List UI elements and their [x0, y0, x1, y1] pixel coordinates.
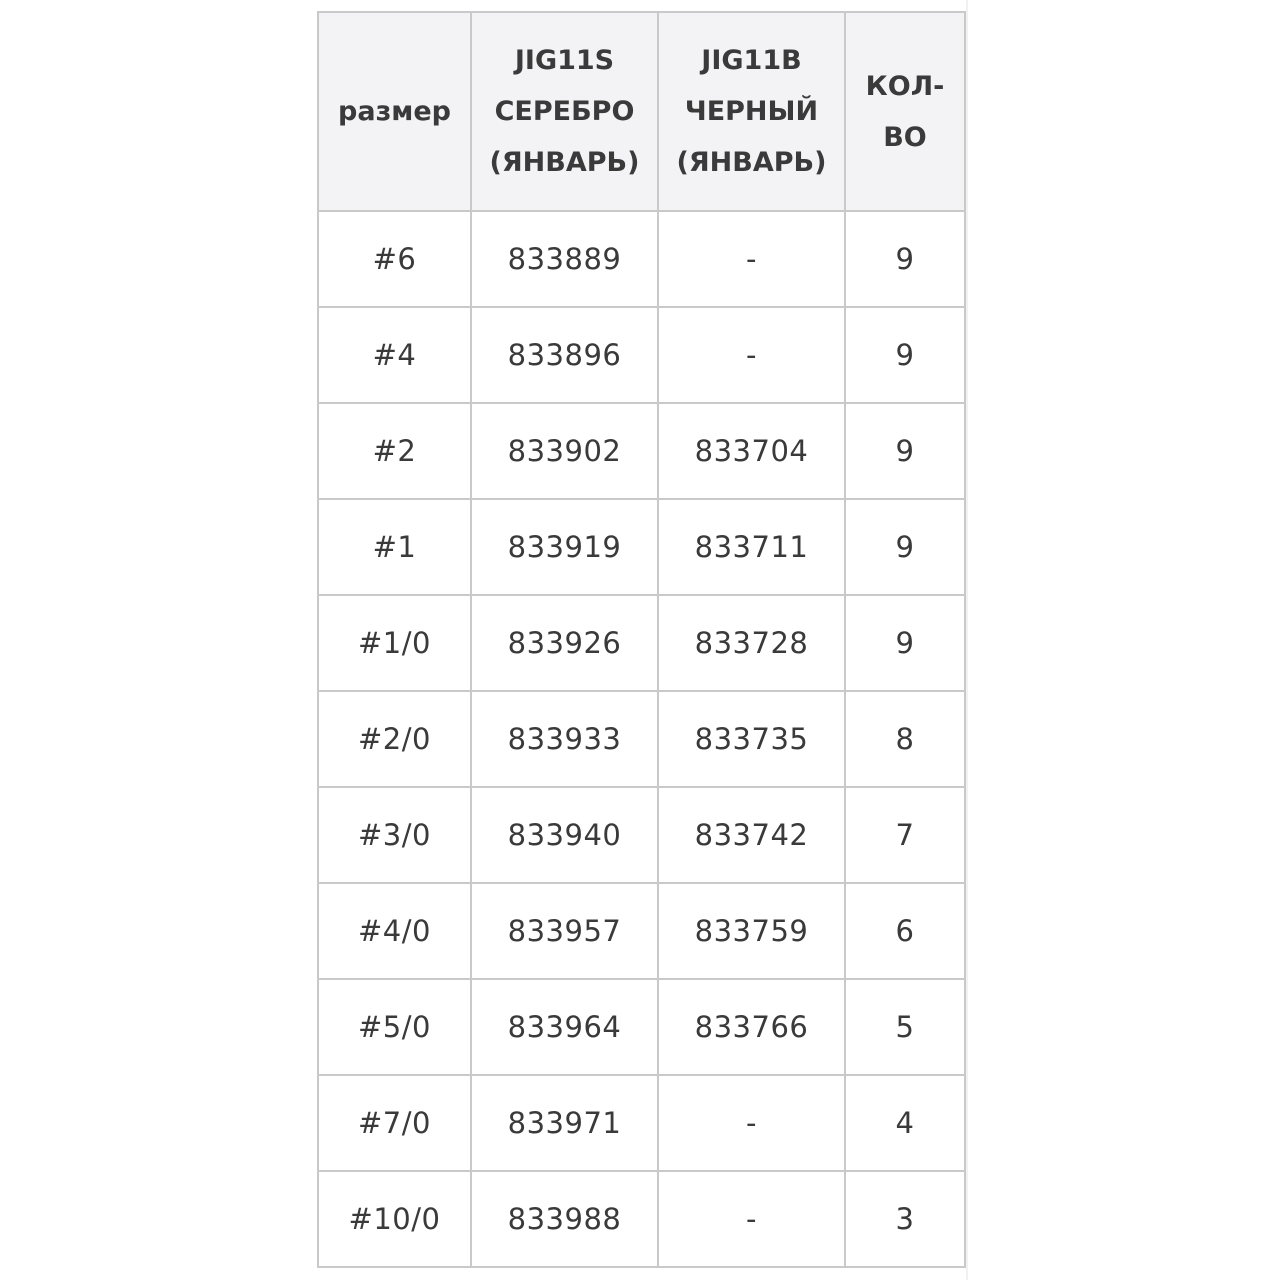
header-size — [318, 12, 471, 211]
jig11b-code-cell: - — [658, 1171, 845, 1267]
header-line: (ЯНВАРЬ) — [676, 147, 827, 178]
table-row — [318, 211, 965, 307]
table-row — [318, 787, 965, 883]
header-line: СЕРЕБРО — [494, 96, 635, 127]
quantity-cell: 3 — [845, 1171, 965, 1267]
size-cell: #3/0 — [318, 787, 471, 883]
size-cell: #2 — [318, 403, 471, 499]
jig11b-code-cell: - — [658, 1075, 845, 1171]
jig11s-code-cell: 833957 — [471, 883, 658, 979]
jig11b-code-cell: 833742 — [658, 787, 845, 883]
table-row — [318, 307, 965, 403]
header-line: (ЯНВАРЬ) — [489, 147, 640, 178]
quantity-cell: 7 — [845, 787, 965, 883]
table-row — [318, 595, 965, 691]
table-row — [318, 883, 965, 979]
size-cell: #4 — [318, 307, 471, 403]
quantity-cell: 9 — [845, 403, 965, 499]
size-cell: #4/0 — [318, 883, 471, 979]
quantity-cell: 9 — [845, 211, 965, 307]
right-divider — [966, 0, 968, 1280]
jig11s-code-cell: 833926 — [471, 595, 658, 691]
jig11s-code-cell: 833902 — [471, 403, 658, 499]
jig11s-code-cell: 833919 — [471, 499, 658, 595]
header-row — [318, 12, 965, 211]
table-row — [318, 1171, 965, 1267]
quantity-cell: 5 — [845, 979, 965, 1075]
size-cell: #5/0 — [318, 979, 471, 1075]
jig11b-code-cell: 833704 — [658, 403, 845, 499]
header-line: JIG11B — [701, 45, 802, 76]
table-row — [318, 1075, 965, 1171]
header-line: КОЛ- — [865, 70, 945, 102]
jig11b-code-cell: - — [658, 307, 845, 403]
size-cell: #6 — [318, 211, 471, 307]
table-row — [318, 979, 965, 1075]
jig11s-code-cell: 833940 — [471, 787, 658, 883]
jig11b-code-cell: 833766 — [658, 979, 845, 1075]
header-quantity — [845, 12, 965, 211]
jig11s-code-cell: 833889 — [471, 211, 658, 307]
quantity-cell: 8 — [845, 691, 965, 787]
jig11b-code-cell: - — [658, 211, 845, 307]
table-row — [318, 403, 965, 499]
header-line: ВО — [883, 121, 927, 153]
quantity-cell: 9 — [845, 595, 965, 691]
table-row — [318, 691, 965, 787]
jig11s-code-cell: 833964 — [471, 979, 658, 1075]
size-cell: #1 — [318, 499, 471, 595]
jig11b-code-cell: 833711 — [658, 499, 845, 595]
header-jig11b-black — [658, 12, 845, 211]
size-cell: #10/0 — [318, 1171, 471, 1267]
quantity-cell: 9 — [845, 499, 965, 595]
jig11s-code-cell: 833933 — [471, 691, 658, 787]
quantity-cell: 4 — [845, 1075, 965, 1171]
jig11s-code-cell: 833988 — [471, 1171, 658, 1267]
jig11s-code-cell: 833971 — [471, 1075, 658, 1171]
size-cell: #7/0 — [318, 1075, 471, 1171]
header-size-line: размер — [338, 96, 451, 127]
table-row — [318, 499, 965, 595]
jig11b-code-cell: 833735 — [658, 691, 845, 787]
header-line: ЧЕРНЫЙ — [684, 96, 819, 127]
jig11s-code-cell: 833896 — [471, 307, 658, 403]
size-cell: #2/0 — [318, 691, 471, 787]
quantity-cell: 9 — [845, 307, 965, 403]
table-body — [318, 211, 965, 1267]
size-cell: #1/0 — [318, 595, 471, 691]
jig11b-code-cell: 833759 — [658, 883, 845, 979]
header-line: JIG11S — [514, 45, 615, 76]
header-jig11s-silver — [471, 12, 658, 211]
product-size-table — [317, 11, 966, 1268]
jig11b-code-cell: 833728 — [658, 595, 845, 691]
quantity-cell: 6 — [845, 883, 965, 979]
